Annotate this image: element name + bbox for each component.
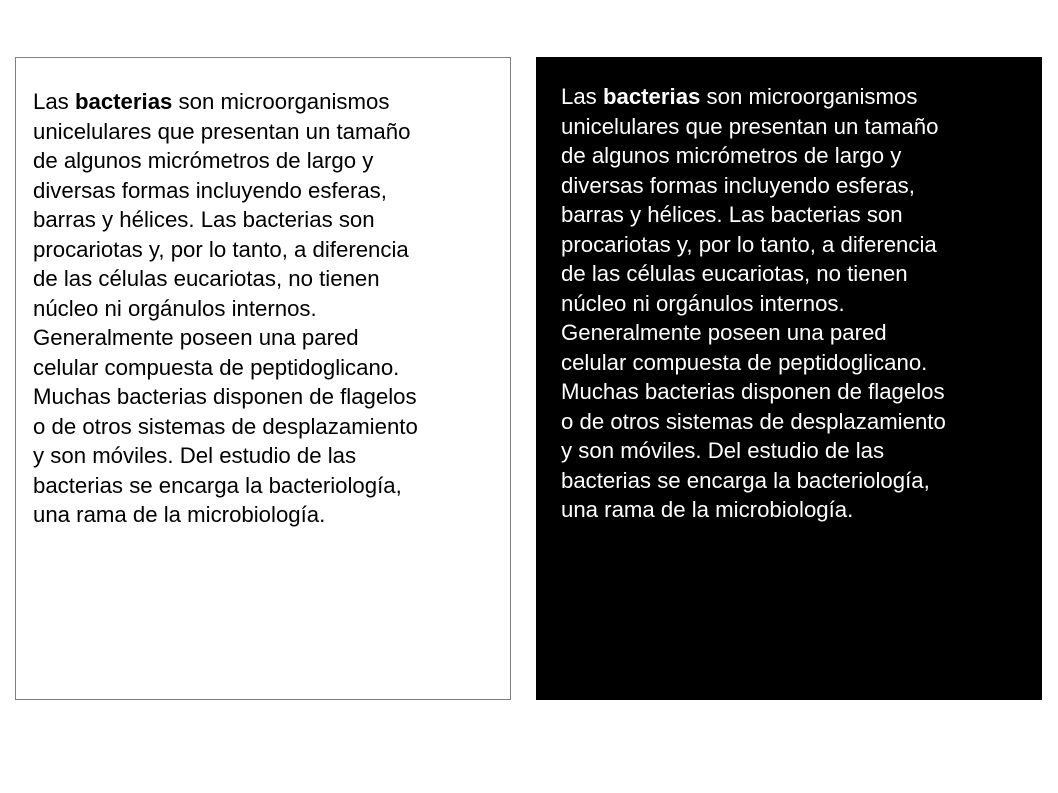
bold-term: bacterias [602, 84, 701, 109]
text-panel-light [15, 57, 511, 700]
text-line: y son móviles. Del estudio de las [561, 438, 885, 463]
text-line: celular compuesta de peptidoglicano. [33, 354, 400, 380]
text-line: diversas formas incluyendo esferas, [33, 177, 387, 203]
text-panel-dark [536, 57, 1042, 700]
text-line: bacterias se encarga la bacteriología, [33, 472, 402, 498]
text-line: Muchas bacterias disponen de flagelos [33, 384, 417, 409]
text-line: unicelulares que presentan un tamaño [33, 118, 411, 144]
text-line: procariotas y, por lo tanto, a diferencia [561, 231, 937, 257]
text-line: Generalmente poseen una pared [33, 325, 359, 350]
paragraph [33, 87, 418, 530]
text-line: barras y hélices. Las bacterias son [33, 207, 375, 232]
text-line: núcleo ni orgánulos internos. [561, 290, 845, 316]
text-line: núcleo ni orgánulos internos. [33, 295, 317, 321]
text-line: una rama de la microbiología. [33, 502, 326, 527]
text-line: de algunos micrómetros de largo y [561, 143, 902, 168]
paragraph [561, 82, 946, 525]
text-line: unicelulares que presentan un tamaño [561, 113, 939, 139]
text-line: o de otros sistemas de desplazamiento [33, 413, 418, 439]
text-line: procariotas y, por lo tanto, a diferencia [33, 236, 409, 262]
text-line: una rama de la microbiología. [561, 497, 854, 522]
text-line: de las células eucariotas, no tienen [33, 266, 380, 291]
text-line: de las células eucariotas, no tienen [561, 261, 908, 286]
text-line: Muchas bacterias disponen de flagelos [561, 379, 945, 404]
text-line: Generalmente poseen una pared [561, 320, 887, 345]
text-line: barras y hélices. Las bacterias son [561, 202, 903, 227]
bold-term: bacterias [74, 89, 173, 114]
text-line: Las bacterias son microorganismos [561, 84, 918, 109]
text-line: diversas formas incluyendo esferas, [561, 172, 915, 198]
text-line: de algunos micrómetros de largo y [33, 148, 374, 173]
text-line: celular compuesta de peptidoglicano. [561, 349, 928, 375]
text-line: bacterias se encarga la bacteriología, [561, 467, 930, 493]
text-line: Las bacterias son microorganismos [33, 89, 390, 114]
text-line: y son móviles. Del estudio de las [33, 443, 357, 468]
text-line: o de otros sistemas de desplazamiento [561, 408, 946, 434]
